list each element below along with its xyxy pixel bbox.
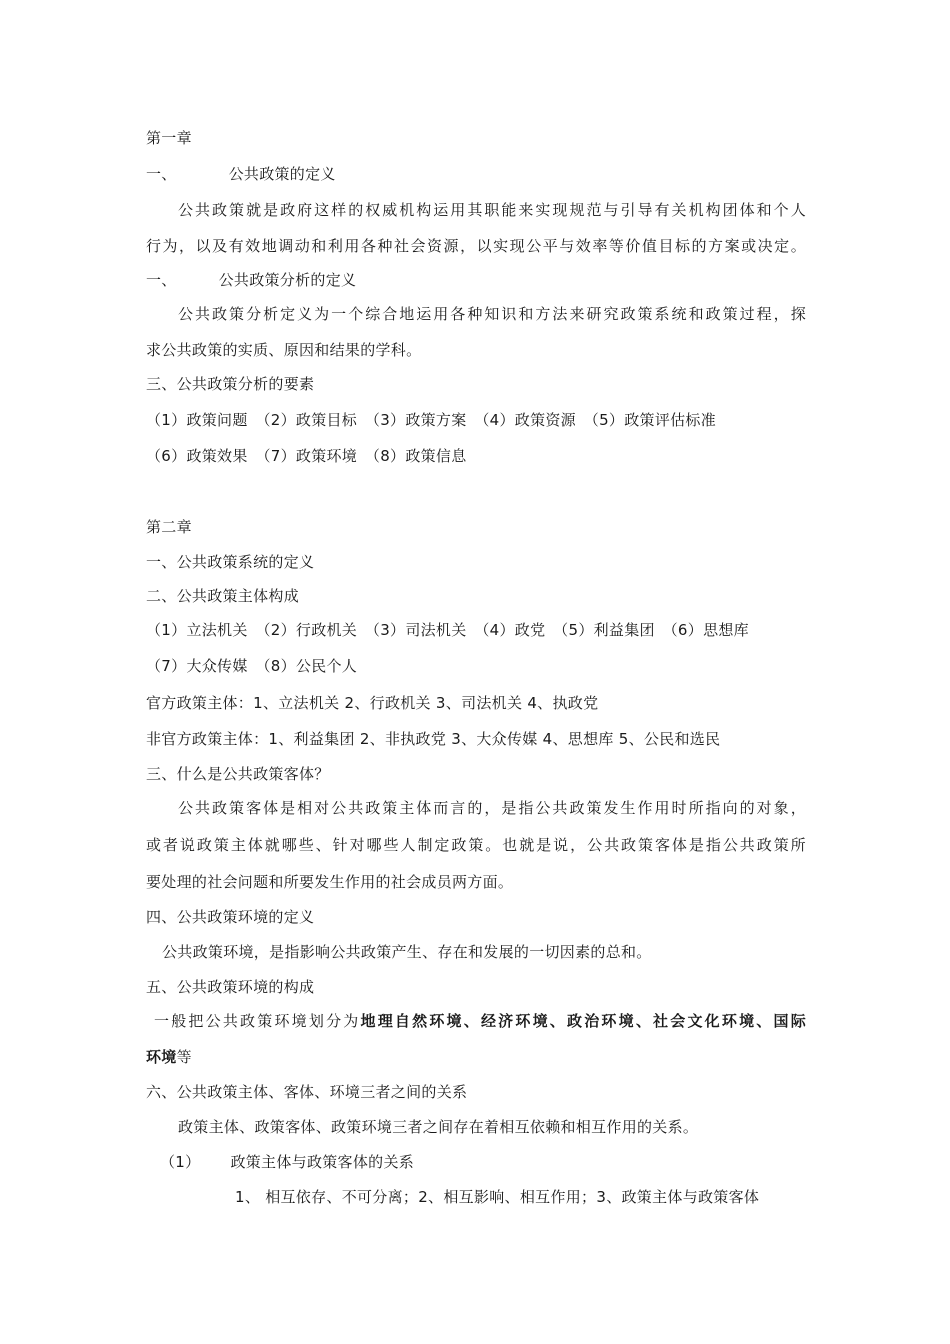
section-heading: 三、公共政策分析的要素	[146, 375, 315, 393]
subsection-title: 政策主体与政策客体的关系	[230, 1153, 415, 1171]
paragraph-text: 一般把公共政策环境划分为	[154, 1012, 361, 1030]
section-title: 公共政策的定义	[228, 165, 336, 183]
official-subjects-line: 官方政策主体：1、立法机关 2、行政机关 3、司法机关 4、执政党	[146, 694, 599, 712]
paragraph-line: 公共政策分析定义为一个综合地运用各种知识和方法来研究政策系统和政策过程，探	[178, 305, 806, 323]
chapter-1-heading: 第一章	[146, 129, 192, 147]
paragraph-line	[146, 1047, 192, 1067]
section-number: 一、	[146, 165, 177, 183]
section-heading	[146, 164, 336, 184]
chapter-2-heading: 第二章	[146, 518, 192, 536]
section-heading: 五、公共政策环境的构成	[146, 978, 315, 996]
emphasized-text: 地理自然环境、经济环境、政治环境、社会文化环境、国际	[360, 1012, 806, 1030]
section-heading: 三、什么是公共政策客体？	[146, 765, 330, 783]
section-heading: 六、公共政策主体、客体、环境三者之间的关系	[146, 1083, 468, 1101]
subsection-number: （1）	[160, 1153, 201, 1171]
paragraph-line: 求公共政策的实质、原因和结果的学科。	[146, 341, 422, 359]
list-line: （1）政策问题 （2）政策目标 （3）政策方案 （4）政策资源 （5）政策评估标准	[146, 411, 717, 429]
subsection-heading	[160, 1152, 414, 1172]
paragraph-line: 公共政策环境，是指影响公共政策产生、存在和发展的一切因素的总和。	[162, 943, 652, 961]
section-title: 公共政策分析的定义	[218, 271, 357, 289]
paragraph-line: 政策主体、政策客体、政策环境三者之间存在着相互依赖和相互作用的关系。	[178, 1118, 699, 1136]
paragraph-line	[154, 1011, 806, 1031]
paragraph-line: 或者说政策主体就哪些、针对哪些人制定政策。也就是说，公共政策客体是指公共政策所	[146, 836, 806, 854]
paragraph-text: 等	[176, 1048, 192, 1066]
section-number: 一、	[146, 271, 177, 289]
section-heading: 四、公共政策环境的定义	[146, 908, 315, 926]
unofficial-subjects-line: 非官方政策主体：1、利益集团 2、非执政党 3、大众传媒 4、思想库 5、公民和选民	[146, 730, 721, 748]
list-line: （6）政策效果 （7）政策环境 （8）政策信息	[146, 447, 467, 465]
section-heading: 一、公共政策系统的定义	[146, 553, 315, 571]
section-heading: 二、公共政策主体构成	[146, 587, 300, 605]
paragraph-line: 1、 相互依存、不可分离；2、相互影响、相互作用；3、政策主体与政策客体	[235, 1188, 760, 1206]
list-line: （1）立法机关 （2）行政机关 （3）司法机关 （4）政党 （5）利益集团 （6）思想库	[146, 621, 749, 639]
paragraph-line: 公共政策客体是相对公共政策主体而言的，是指公共政策发生作用时所指向的对象，	[178, 799, 806, 817]
paragraph-line: 公共政策就是政府这样的权威机构运用其职能来实现规范与引导有关机构团体和个人	[178, 201, 806, 219]
section-heading	[146, 270, 356, 290]
list-line: （7）大众传媒 （8）公民个人	[146, 657, 358, 675]
emphasized-text: 环境	[146, 1048, 177, 1066]
paragraph-line: 行为，以及有效地调动和利用各种社会资源，以实现公平与效率等价值目标的方案或决定。	[146, 237, 806, 255]
paragraph-line: 要处理的社会问题和所要发生作用的社会成员两方面。	[146, 873, 514, 891]
